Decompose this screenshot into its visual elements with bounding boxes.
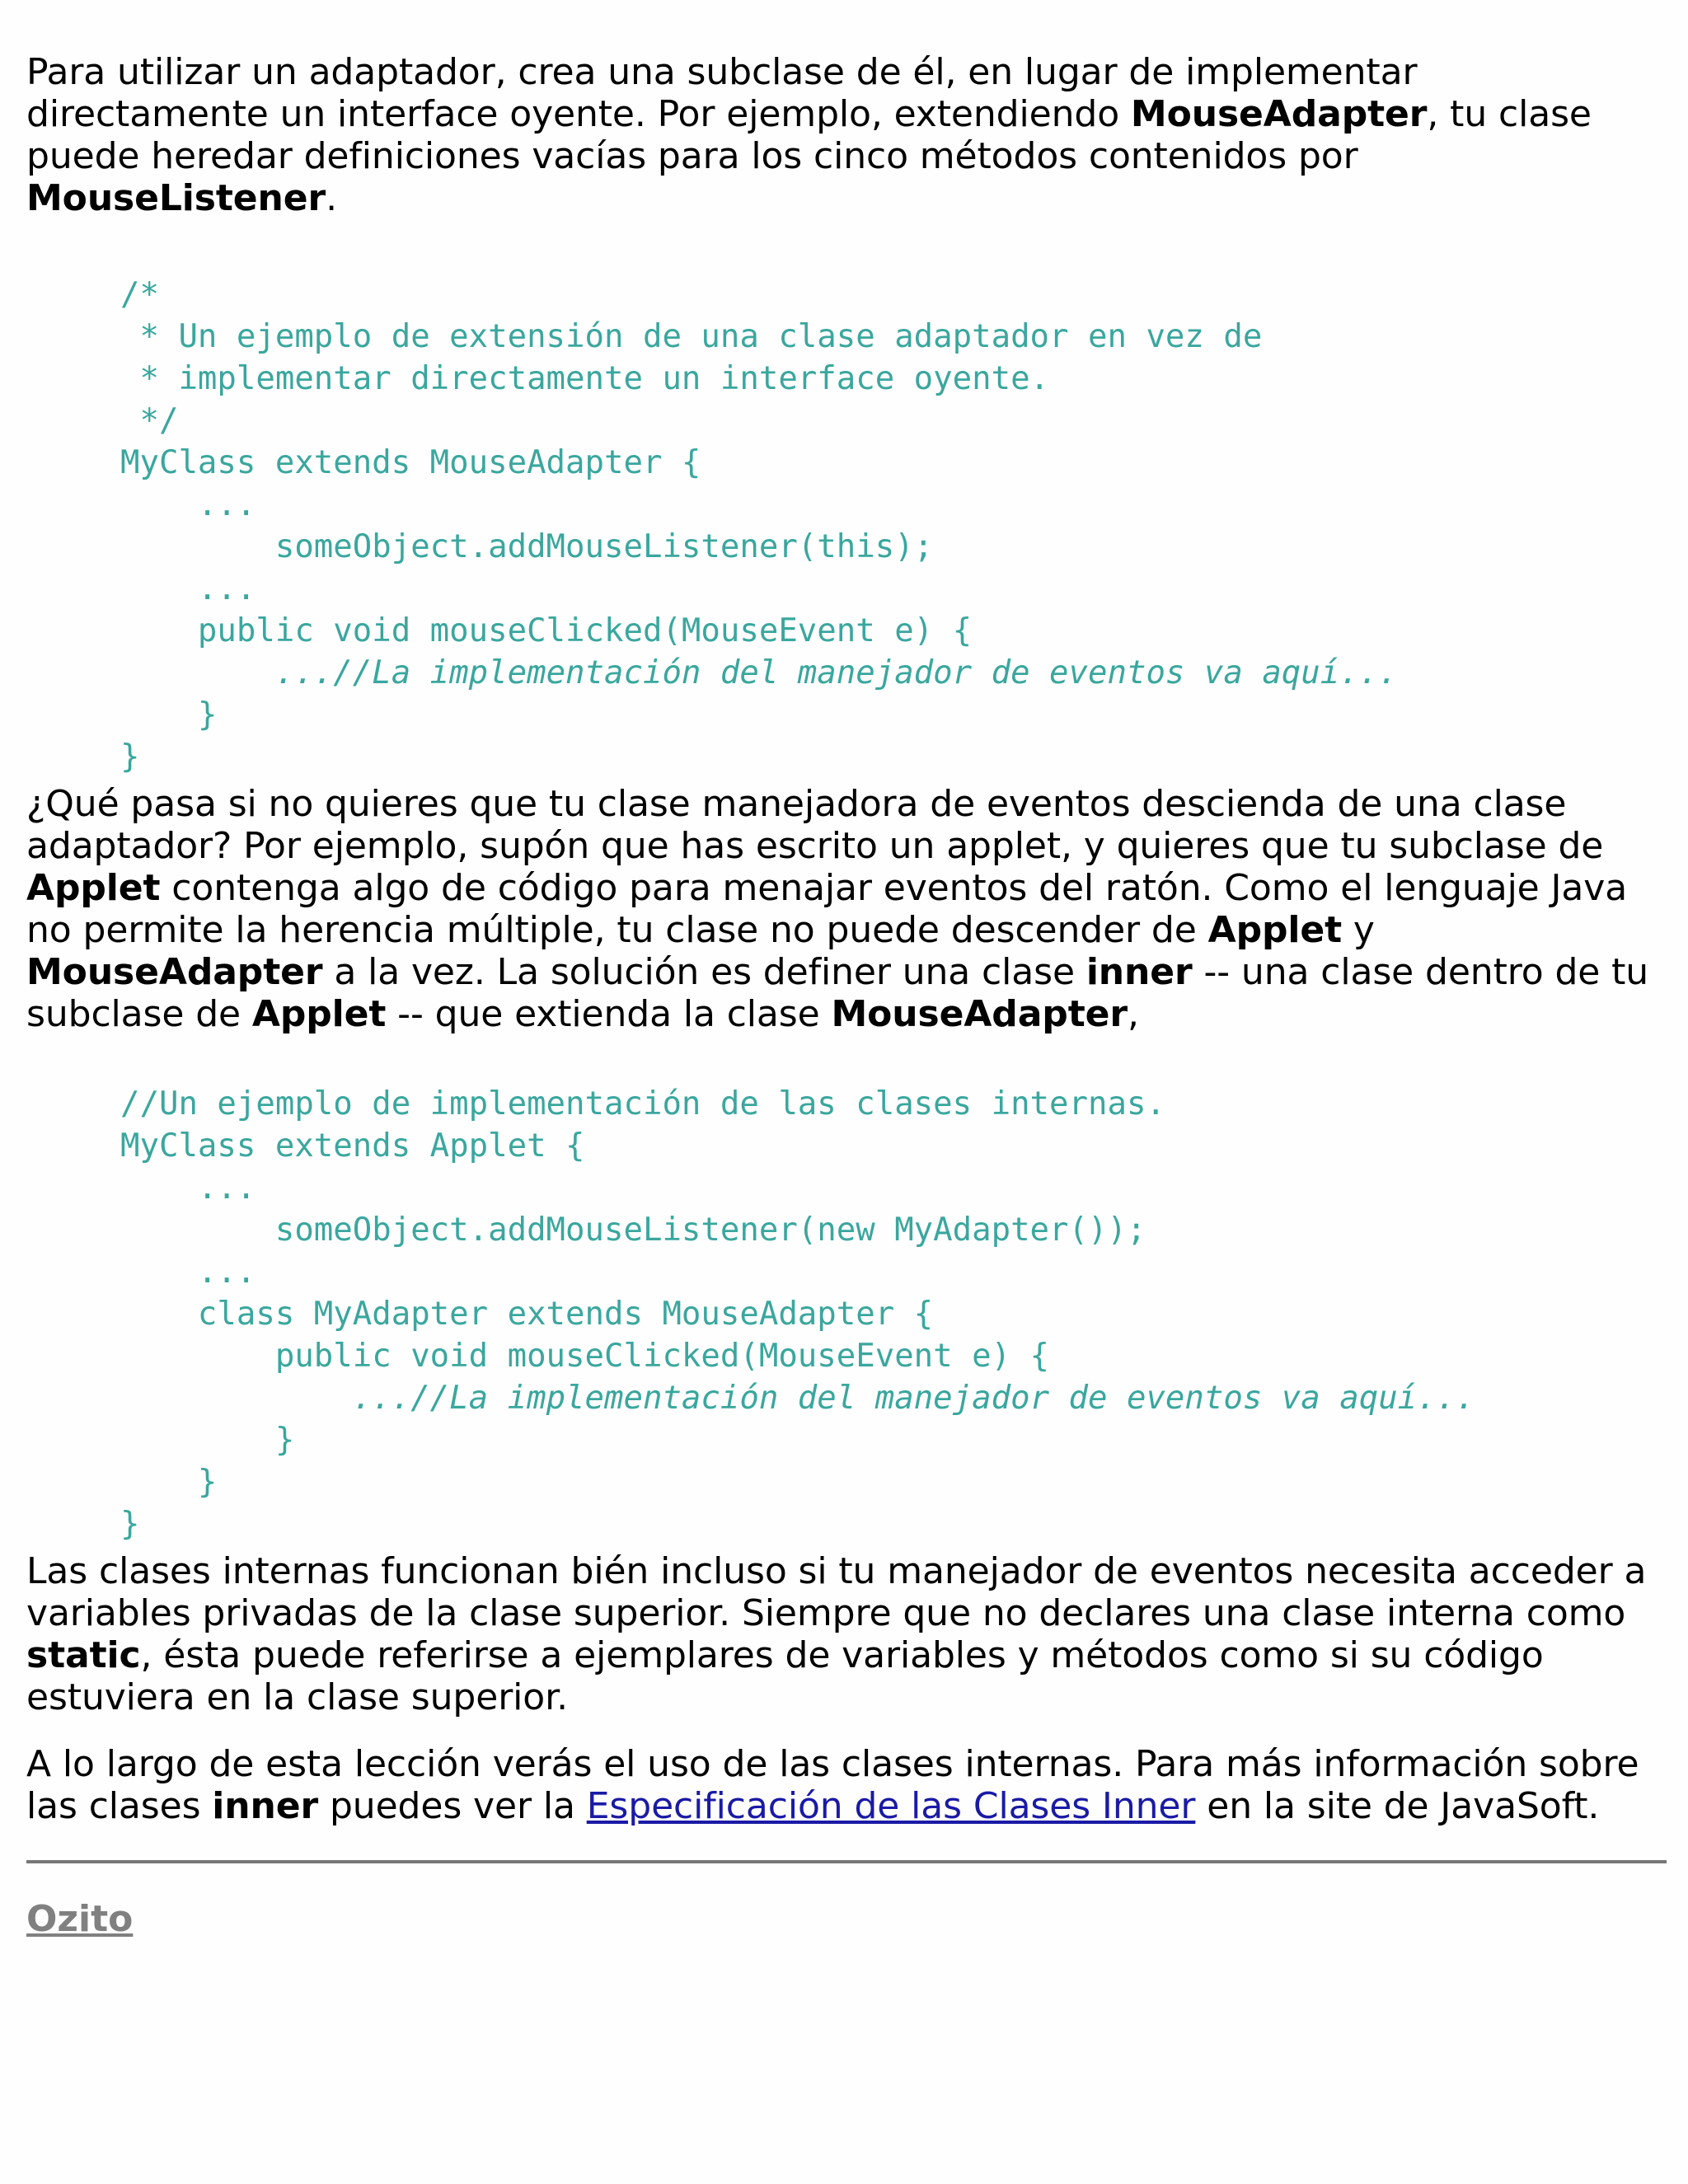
bold-term: MouseAdapter	[26, 951, 323, 993]
text: Para utilizar un adaptador, crea una subclase de él, en lugar de implementar directamente un interface oyente. Por ejemplo, extendiendo	[26, 51, 1418, 135]
horizontal-divider	[26, 1860, 1667, 1863]
bold-term: MouseListener	[26, 177, 326, 219]
text: , ésta puede referirse a ejemplares de variables y métodos como si su código estuviera en la clase superior.	[26, 1634, 1544, 1718]
code-line: MyClass extends Applet {	[120, 1127, 585, 1165]
code-line: }	[120, 1506, 140, 1543]
text: , tu clase puede heredar definiciones vacías para los cinco métodos contenidos por	[26, 93, 1592, 177]
code-line: someObject.addMouseListener(new MyAdapter());	[120, 1212, 1146, 1249]
bold-term: inner	[212, 1785, 319, 1827]
text: A lo largo de esta lección verás el uso de las clases internas. Para más información sobre las clases	[26, 1743, 1639, 1827]
text: -- una clase dentro de tu subclase de	[26, 951, 1649, 1035]
ozito-footer-link[interactable]: Ozito	[26, 1898, 134, 1940]
bold-term: Applet	[26, 867, 161, 909]
code-line: * Un ejemplo de extensión de una clase adaptador en vez de	[120, 318, 1263, 355]
paragraph-more-info	[26, 1743, 1667, 1827]
bold-term: inner	[1085, 951, 1193, 993]
text: .	[326, 177, 338, 219]
code-indent	[120, 654, 275, 691]
code-line: someObject.addMouseListener(this);	[120, 528, 934, 565]
code-line: public void mouseClicked(MouseEvent e) {	[120, 1338, 1050, 1375]
code-line: ...	[120, 1169, 256, 1207]
document-page	[26, 51, 1667, 1940]
code-line: public void mouseClicked(MouseEvent e) {	[120, 612, 973, 649]
code-comment: ...//La implementación del manejador de eventos va aquí...	[274, 654, 1398, 691]
paragraph-inner-class-question	[26, 783, 1667, 1035]
code-line: //Un ejemplo de implementación de las clases internas.	[120, 1085, 1165, 1122]
bold-term: Applet	[1207, 909, 1343, 951]
code-block-inner-class-example	[26, 1083, 1667, 1545]
code-line: ...	[120, 486, 256, 523]
text: en la site de JavaSoft.	[1195, 1785, 1600, 1827]
paragraph-adapter-intro	[26, 51, 1667, 219]
text: Las clases internas funcionan bién incluso si tu manejador de eventos necesita acceder a variables privadas de la clase superior. Siempre que no declares una clase interna como	[26, 1550, 1647, 1634]
code-line: }	[120, 696, 218, 733]
code-line: }	[120, 738, 140, 776]
bold-term: MouseAdapter	[831, 993, 1128, 1035]
text: puedes ver la	[318, 1785, 587, 1827]
text: y	[1342, 909, 1375, 951]
code-line: }	[120, 1422, 295, 1459]
code-line: /*	[120, 276, 159, 313]
code-line: class MyAdapter extends MouseAdapter {	[120, 1296, 934, 1333]
code-line: * implementar directamente un interface oyente.	[120, 360, 1050, 397]
bold-term: static	[26, 1634, 141, 1676]
inner-classes-spec-link[interactable]: Especificación de las Clases Inner	[586, 1785, 1196, 1827]
text: ¿Qué pasa si no quieres que tu clase manejadora de eventos descienda de una clase adaptador? Por ejemplo, supón que has escrito un applet, y quieres que tu subclase de	[26, 783, 1604, 867]
code-line: ...	[120, 1254, 256, 1291]
code-block-adapter-example	[26, 274, 1667, 778]
code-line: }	[120, 1464, 218, 1501]
bold-term: Applet	[251, 993, 387, 1035]
text: -- que extienda la clase	[386, 993, 832, 1035]
text: contenga algo de código para menajar eventos del ratón. Como el lenguaje Java no permite la herencia múltiple, tu clase no puede descender de	[26, 867, 1628, 951]
code-line: MyClass extends MouseAdapter {	[120, 444, 701, 481]
text: a la vez. La solución es definer una clase	[322, 951, 1086, 993]
paragraph-inner-class-access	[26, 1550, 1667, 1718]
code-line: */	[120, 402, 179, 439]
code-indent	[120, 1380, 353, 1417]
code-line: ...	[120, 570, 256, 607]
bold-term: MouseAdapter	[1130, 93, 1428, 135]
code-comment: ...//La implementación del manejador de eventos va aquí...	[352, 1380, 1475, 1417]
text: ,	[1127, 993, 1139, 1035]
